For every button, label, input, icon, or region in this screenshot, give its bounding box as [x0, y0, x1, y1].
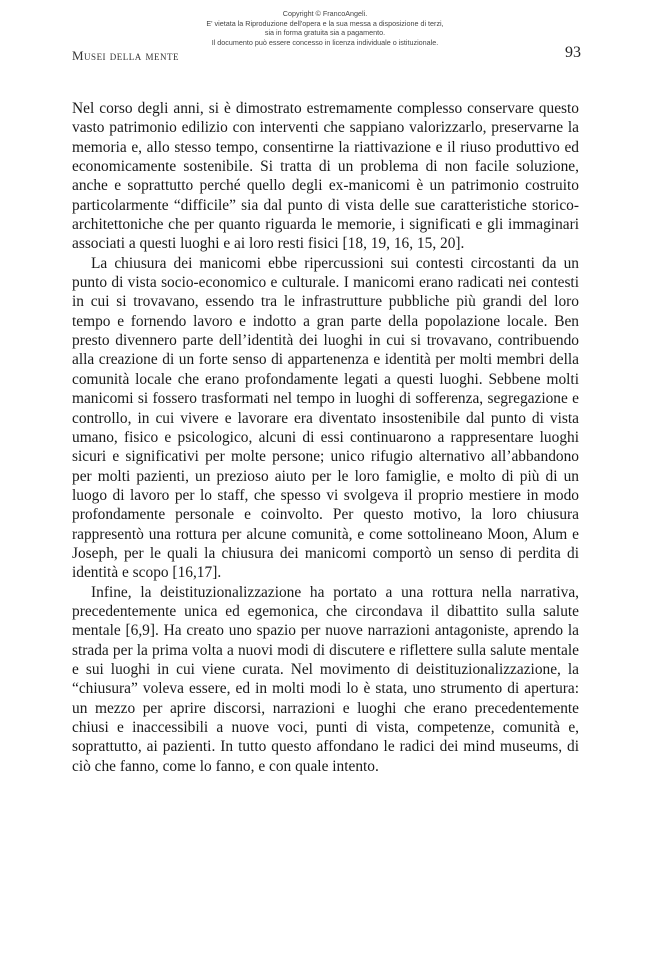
copyright-line-4: Il documento può essere concesso in licenza individuale o istituzionale.: [211, 37, 439, 47]
page-number: 93: [565, 44, 581, 61]
running-head: Musei della mente: [72, 48, 180, 63]
paragraph-2: La chiusura dei manicomi ebbe ripercussioni sui contesti circostanti da un punto di vista socio-economico e culturale. I manicomi erano radicati nei contesti in cui si trovavano, essendo tra le infrastrutture pubbliche più grandi del loro tempo e fornendo lavoro e indotto a gran parte della popolazione locale. Ben presto divennero parte dell’identità dei luoghi in cui si trovavano, contribuendo alla creazione di un forte senso di appartenenza e identità per molti membri della comunità locale che erano profondamente legati a questi luoghi. Sebbene molti manicomi si fossero trasformati nel tempo in luoghi di sofferenza, segregazione e controllo, in cui vivere e lavorare era diventato insostenibile dal punto di vista umano, fisico e psicologico, alcuni di essi continuarono a rappresentare luoghi sicuri e significativi per molte persone; unico rifugio alternativo all’abbandono per molti pazienti, un prezioso aiuto per le loro famiglie, e molto di più di un luogo di lavoro per lo staff, che spesso vi svolgeva il proprio mestiere in modo profondamente personale e coinvolto. Per questo motivo, la loro chiusura rappresentò una rottura per alcune comunità, e come sottolineano Moon, Alum e Joseph, per le quali la chiusura dei manicomi comportò un senso di perdita di identità e scopo [16,17].: [72, 254, 579, 582]
copyright-line-1: Copyright © FrancoAngeli.: [282, 9, 368, 18]
paragraph-3: Infine, la deistituzionalizzazione ha portato a una rottura nella narrativa, precedentemente unica ed egemonica, che circondava il dibattito sulla salute mentale [6,9]. Ha creato uno spazio per nuove narrazioni antagoniste, aprendo la strada per la prima volta a nuovi modi di discutere e riflettere sulla salute mentale e sui luoghi in cui viene curata. Nel movimento di deistituzionalizzazione, la “chiusura” voleva essere, ed in molti modi lo è stata, uno strumento di apertura: un mezzo per aprire discorsi, narrazioni e luoghi che erano precedentemente chiusi e inaccessibili a nuove voci, punti di vista, competenze, comunità e, soprattutto, ai pazienti. In tutto questo affondano le radici dei mind museums, di ciò che fanno, come lo fanno, e con quale intento.: [72, 583, 579, 775]
body-text: [72, 99, 579, 776]
copyright-notice: [0, 9, 650, 47]
copyright-line-2: E' vietata la Riproduzione dell'opera e la sua messa a disposizione di terzi,: [206, 18, 444, 28]
copyright-line-3: sia in forma gratuita sia a pagamento.: [264, 28, 386, 37]
paragraph-1: Nel corso degli anni, si è dimostrato estremamente complesso conservare questo vasto patrimonio edilizio con interventi che sappiano valorizzarlo, preservarne la memoria e, allo stesso tempo, consentirne la riattivazione e il riuso produttivo ed economicamente sostenibile. Si tratta di un problema di non facile soluzione, anche e soprattutto perché quello degli ex-manicomi è un patrimonio costruito particolarmente “difficile” sia dal punto di vista delle sue caratteristiche storico-architettoniche che per quanto riguarda le memorie, i significati e gli immaginari associati a questi luoghi e ai loro resti fisici [18, 19, 16, 15, 20].: [72, 100, 579, 253]
